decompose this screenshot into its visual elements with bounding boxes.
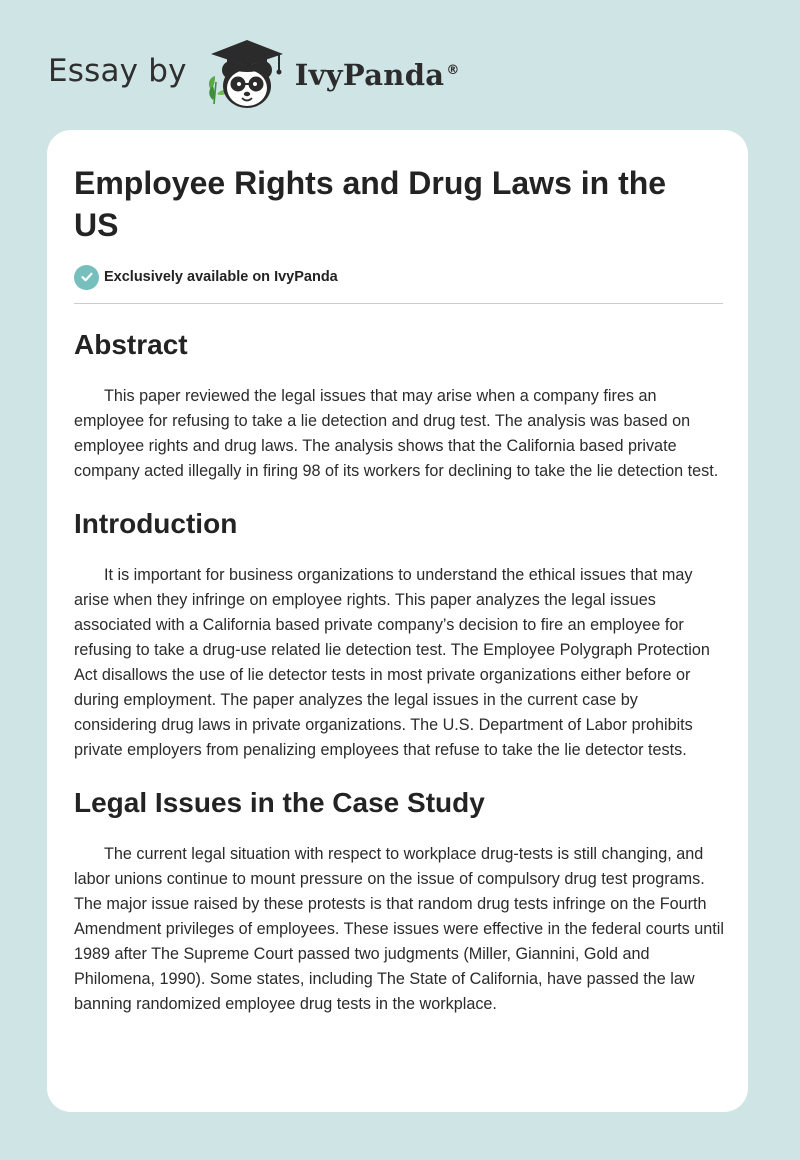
divider [74, 303, 723, 304]
brand-logo[interactable] [48, 34, 460, 114]
exclusive-badge-text: Exclusively available on IvyPanda [104, 269, 338, 285]
section-heading-legal-issues: Legal Issues in the Case Study [74, 787, 485, 818]
section-heading-abstract: Abstract [74, 329, 188, 360]
section-paragraph-introduction: It is important for business organizations to understand the ethical issues that may arise when they infringe on employee rights. This paper analyzes the legal issues associated with a California based private company’s decision to fire an employee for refusing to take a drug-use related lie detection test. The Employee Polygraph Protection Act disallows the use of lie detector tests in most private organizations either before or during employment. The paper analyzes the legal issues in the current case by considering drug laws in private organizations. The U.S. Department of Labor prohibits private employers from penalizing employees that refuse to take the lie detector tests. [74, 566, 710, 759]
section-paragraph-abstract: This paper reviewed the legal issues that may arise when a company fires an employee for refusing to take a lie detection and drug test. The analysis was based on employee rights and drug laws. The analysis shows that the California based private company acted illegally in firing 98 of its workers for declining to take the lie detection test. [74, 387, 719, 480]
section-heading-introduction: Introduction [74, 508, 238, 539]
check-circle-icon [74, 265, 99, 290]
brand-prefix: Essay by [48, 53, 187, 89]
essay-title: Employee Rights and Drug Laws in the US [74, 165, 667, 243]
panda-graduate-icon [201, 34, 291, 114]
brand-name: IvyPanda ® [294, 58, 460, 92]
exclusive-badge [74, 263, 721, 291]
registered-mark: ® [446, 63, 460, 79]
essay-card [47, 130, 748, 1112]
section-paragraph-legal-issues: The current legal situation with respect to workplace drug-tests is still changing, and labor unions continue to mount pressure on the issue of compulsory drug test programs. The major issue raised by these protests is that random drug tests infringe on the Fourth Amendment privileges of employees. These issues were effective in the federal courts until 1989 after The Supreme Court passed two judgments (Miller, Giannini, Gold and Philomena, 1990). Some states, including The State of California, have passed the law banning randomized employee drug tests in the workplace. [74, 845, 724, 1013]
